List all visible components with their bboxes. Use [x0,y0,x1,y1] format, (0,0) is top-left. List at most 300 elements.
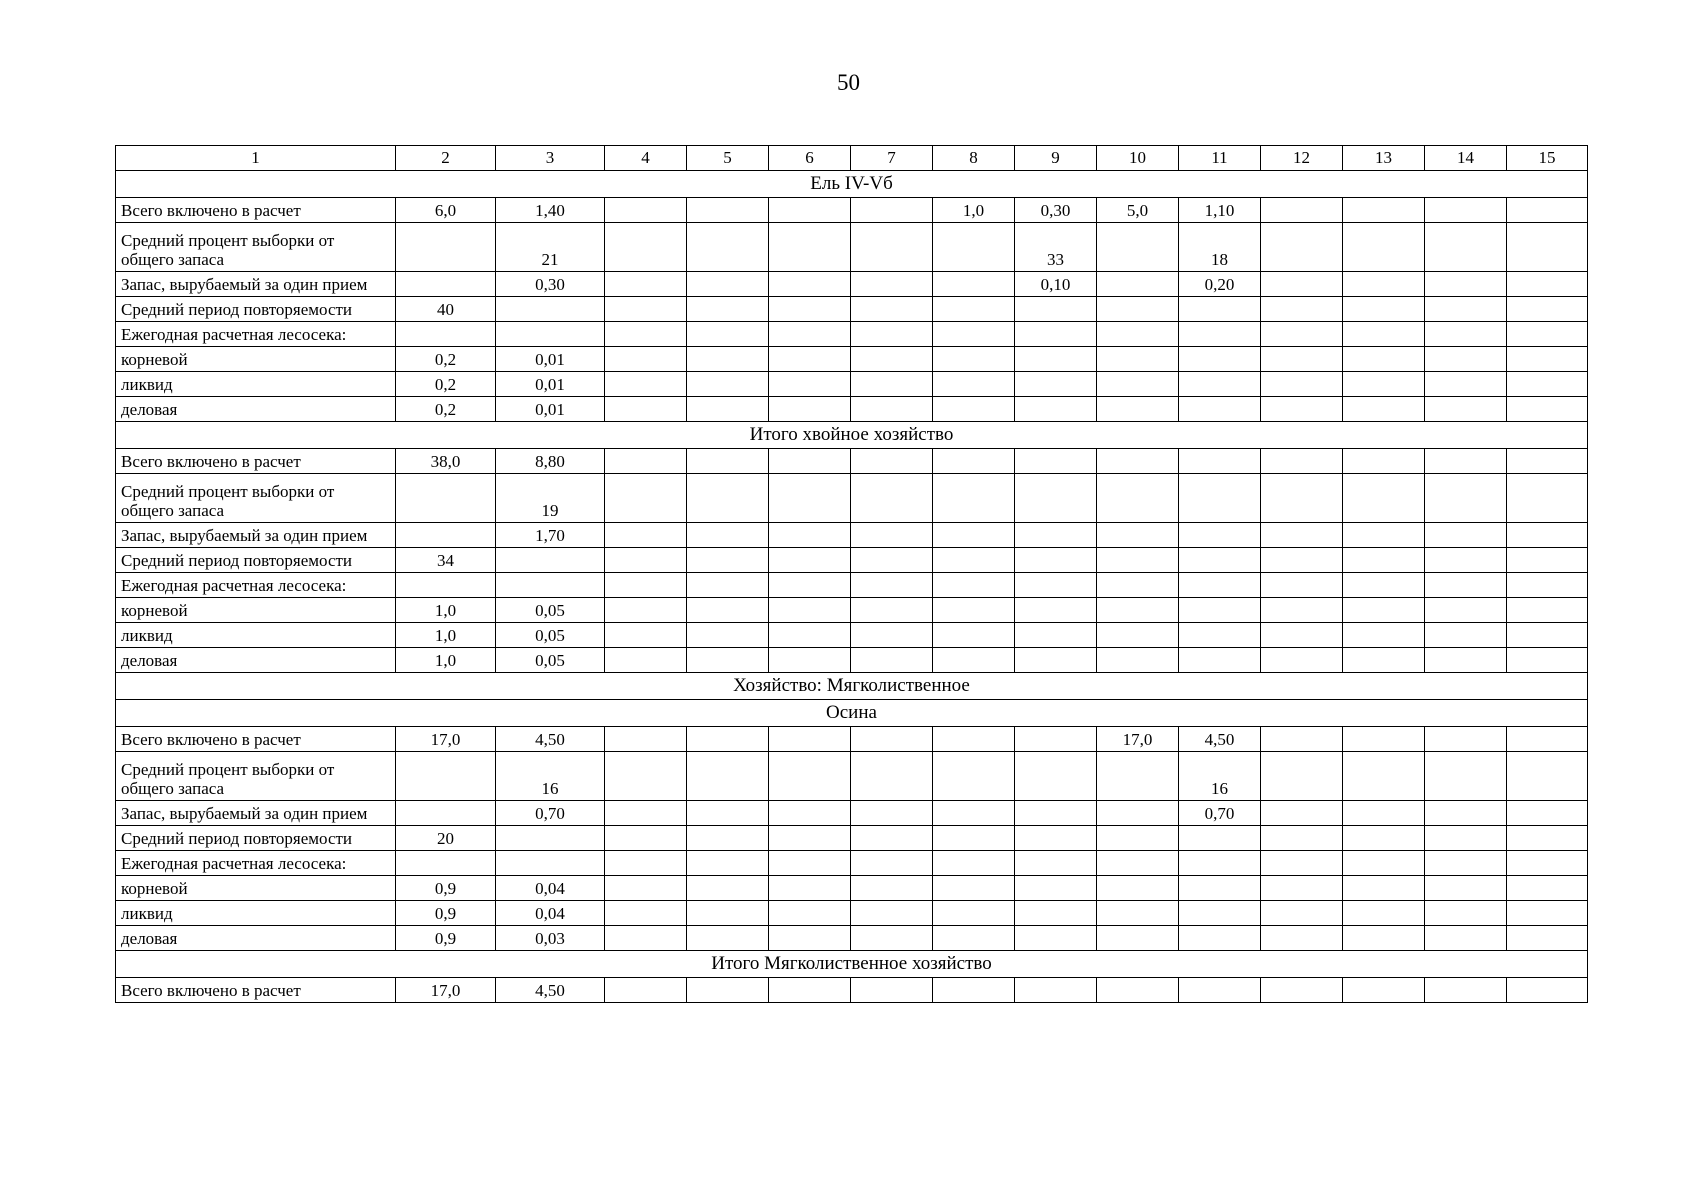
table-cell-col-5 [687,926,769,951]
table-cell-col-14 [1425,926,1507,951]
table-cell-col-3: 0,01 [496,397,605,422]
table-cell-col-6 [769,449,851,474]
table-cell-col-4 [605,752,687,801]
table-cell-col-9 [1015,523,1097,548]
table-cell-col-10 [1097,322,1179,347]
table-cell-col-4 [605,523,687,548]
table-cell-col-8 [933,851,1015,876]
table-cell-col-10 [1097,272,1179,297]
column-number-6: 6 [769,146,851,171]
table-cell-col-14 [1425,223,1507,272]
table-cell-col-7 [851,449,933,474]
table-cell-col-9 [1015,826,1097,851]
table-cell-col-12 [1261,347,1343,372]
row-label: Средний период повторяемости [116,297,396,322]
column-number-8: 8 [933,146,1015,171]
table-cell-col-10 [1097,397,1179,422]
table-cell-col-12 [1261,826,1343,851]
table-cell-col-5 [687,978,769,1003]
table-cell-col-8 [933,474,1015,523]
table-row [116,223,1588,272]
table-cell-col-3: 4,50 [496,978,605,1003]
table-cell-col-8: 1,0 [933,198,1015,223]
table-cell-col-10 [1097,573,1179,598]
table-cell-col-5 [687,347,769,372]
table-row [116,397,1588,422]
table-cell-col-13 [1343,901,1425,926]
table-cell-col-6 [769,474,851,523]
table-cell-col-15 [1507,322,1588,347]
section-header-row [116,700,1588,727]
column-number-15: 15 [1507,146,1588,171]
table-cell-col-3: 0,01 [496,347,605,372]
table-cell-col-9 [1015,727,1097,752]
table-cell-col-3: 0,05 [496,648,605,673]
table-cell-col-10 [1097,598,1179,623]
section-header-row [116,673,1588,700]
row-label: Средний процент выборки от общего запаса [116,474,396,523]
table-row [116,573,1588,598]
table-cell-col-2: 0,2 [396,347,496,372]
table-cell-col-8 [933,573,1015,598]
table-cell-col-6 [769,397,851,422]
table-cell-col-10 [1097,347,1179,372]
table-cell-col-5 [687,648,769,673]
table-cell-col-14 [1425,548,1507,573]
table-cell-col-12 [1261,801,1343,826]
table-cell-col-11 [1179,851,1261,876]
table-cell-col-7 [851,752,933,801]
table-cell-col-14 [1425,474,1507,523]
table-cell-col-6 [769,727,851,752]
row-label: Запас, вырубаемый за один прием [116,272,396,297]
table-cell-col-3: 16 [496,752,605,801]
table-cell-col-6 [769,851,851,876]
table-cell-col-4 [605,573,687,598]
table-cell-col-10 [1097,297,1179,322]
table-cell-col-13 [1343,347,1425,372]
table-cell-col-8 [933,548,1015,573]
row-label: корневой [116,598,396,623]
table-cell-col-10 [1097,752,1179,801]
table-cell-col-10 [1097,372,1179,397]
table-cell-col-4 [605,648,687,673]
table-cell-col-12 [1261,449,1343,474]
table-cell-col-14 [1425,851,1507,876]
row-label: ликвид [116,901,396,926]
table-cell-col-10 [1097,926,1179,951]
table-row [116,648,1588,673]
table-cell-col-2 [396,573,496,598]
table-cell-col-3: 21 [496,223,605,272]
row-label: Ежегодная расчетная лесосека: [116,322,396,347]
table-cell-col-9 [1015,397,1097,422]
table-cell-col-3 [496,851,605,876]
table-cell-col-11 [1179,548,1261,573]
table-cell-col-9 [1015,548,1097,573]
column-number-4: 4 [605,146,687,171]
table-cell-col-14 [1425,573,1507,598]
table-cell-col-11 [1179,826,1261,851]
section-title: Хозяйство: Мягколиственное [116,673,1588,700]
row-label: Средний процент выборки от общего запаса [116,752,396,801]
table-cell-col-5 [687,876,769,901]
row-label: Всего включено в расчет [116,727,396,752]
table-cell-col-3 [496,826,605,851]
table-cell-col-11: 0,20 [1179,272,1261,297]
table-cell-col-5 [687,752,769,801]
row-label: деловая [116,397,396,422]
table-cell-col-11: 18 [1179,223,1261,272]
table-cell-col-8 [933,801,1015,826]
table-cell-col-2: 0,2 [396,397,496,422]
table-cell-col-12 [1261,223,1343,272]
table-cell-col-14 [1425,272,1507,297]
row-label: Ежегодная расчетная лесосека: [116,573,396,598]
table-cell-col-14 [1425,826,1507,851]
table-row [116,474,1588,523]
row-label: ликвид [116,372,396,397]
table-cell-col-3: 0,03 [496,926,605,951]
column-number-1: 1 [116,146,396,171]
column-number-row [116,146,1588,171]
table-cell-col-11: 0,70 [1179,801,1261,826]
table-cell-col-6 [769,198,851,223]
table-cell-col-7 [851,474,933,523]
table-cell-col-5 [687,851,769,876]
table-cell-col-11: 1,10 [1179,198,1261,223]
table-cell-col-12 [1261,727,1343,752]
table-cell-col-15 [1507,548,1588,573]
table-cell-col-4 [605,901,687,926]
table-cell-col-9 [1015,926,1097,951]
table-cell-col-6 [769,223,851,272]
table-cell-col-10 [1097,474,1179,523]
table-cell-col-13 [1343,449,1425,474]
table-cell-col-3: 0,01 [496,372,605,397]
table-cell-col-2 [396,272,496,297]
table-cell-col-8 [933,826,1015,851]
table-cell-col-3: 8,80 [496,449,605,474]
table-cell-col-13 [1343,851,1425,876]
table-cell-col-13 [1343,978,1425,1003]
table-cell-col-5 [687,198,769,223]
table-cell-col-3: 0,70 [496,801,605,826]
table-cell-col-15 [1507,198,1588,223]
table-cell-col-9: 33 [1015,223,1097,272]
table-row [116,826,1588,851]
table-cell-col-13 [1343,372,1425,397]
table-cell-col-8 [933,223,1015,272]
table-cell-col-9 [1015,372,1097,397]
table-cell-col-5 [687,474,769,523]
table-cell-col-9: 0,10 [1015,272,1097,297]
table-cell-col-11 [1179,876,1261,901]
table-row [116,297,1588,322]
table-cell-col-6 [769,826,851,851]
table-cell-col-5 [687,449,769,474]
table-cell-col-13 [1343,801,1425,826]
table-cell-col-3 [496,322,605,347]
table-row [116,623,1588,648]
row-label: ликвид [116,623,396,648]
table-cell-col-11: 4,50 [1179,727,1261,752]
row-label: Средний период повторяемости [116,826,396,851]
table-cell-col-11 [1179,978,1261,1003]
table-cell-col-10 [1097,826,1179,851]
table-cell-col-8 [933,347,1015,372]
row-label: Средний процент выборки от общего запаса [116,223,396,272]
table-cell-col-5 [687,272,769,297]
table-cell-col-7 [851,272,933,297]
table-cell-col-4 [605,826,687,851]
table-cell-col-7 [851,523,933,548]
table-cell-col-4 [605,548,687,573]
table-cell-col-14 [1425,801,1507,826]
row-label: Всего включено в расчет [116,978,396,1003]
table-cell-col-6 [769,372,851,397]
table-cell-col-12 [1261,322,1343,347]
row-label: Ежегодная расчетная лесосека: [116,851,396,876]
table-cell-col-11 [1179,449,1261,474]
table-cell-col-10 [1097,449,1179,474]
table-cell-col-9 [1015,297,1097,322]
table-cell-col-4 [605,397,687,422]
table-cell-col-13 [1343,623,1425,648]
table-cell-col-4 [605,272,687,297]
table-cell-col-10 [1097,801,1179,826]
table-cell-col-12 [1261,978,1343,1003]
table-cell-col-9 [1015,474,1097,523]
table-body [116,146,1588,1003]
table-cell-col-9 [1015,876,1097,901]
table-cell-col-12 [1261,648,1343,673]
table-cell-col-9 [1015,801,1097,826]
table-row [116,801,1588,826]
table-cell-col-14 [1425,523,1507,548]
table-cell-col-11 [1179,598,1261,623]
table-row [116,598,1588,623]
table-cell-col-5 [687,598,769,623]
table-cell-col-13 [1343,198,1425,223]
table-cell-col-3: 0,04 [496,876,605,901]
table-cell-col-12 [1261,297,1343,322]
table-cell-col-8 [933,372,1015,397]
table-cell-col-4 [605,449,687,474]
table-cell-col-12 [1261,198,1343,223]
table-cell-col-12 [1261,372,1343,397]
table-cell-col-9 [1015,623,1097,648]
table-cell-col-2: 0,9 [396,901,496,926]
table-cell-col-4 [605,727,687,752]
table-row [116,901,1588,926]
table-cell-col-12 [1261,548,1343,573]
column-number-5: 5 [687,146,769,171]
table-cell-col-4 [605,297,687,322]
table-cell-col-14 [1425,347,1507,372]
table-row [116,926,1588,951]
table-cell-col-2: 0,9 [396,926,496,951]
table-cell-col-11 [1179,623,1261,648]
table-cell-col-2 [396,523,496,548]
table-cell-col-13 [1343,223,1425,272]
table-cell-col-11 [1179,573,1261,598]
table-cell-col-12 [1261,901,1343,926]
table-cell-col-7 [851,801,933,826]
table-cell-col-14 [1425,876,1507,901]
table-cell-col-4 [605,372,687,397]
table-cell-col-12 [1261,523,1343,548]
table-cell-col-7 [851,623,933,648]
table-cell-col-10 [1097,223,1179,272]
table-cell-col-13 [1343,523,1425,548]
table-row [116,347,1588,372]
table-cell-col-4 [605,322,687,347]
table-cell-col-6 [769,876,851,901]
table-cell-col-14 [1425,322,1507,347]
table-cell-col-2: 20 [396,826,496,851]
table-cell-col-14 [1425,198,1507,223]
table-cell-col-15 [1507,826,1588,851]
table-cell-col-4 [605,801,687,826]
table-cell-col-2: 1,0 [396,623,496,648]
table-cell-col-9 [1015,851,1097,876]
table-cell-col-12 [1261,272,1343,297]
table-cell-col-14 [1425,978,1507,1003]
table-cell-col-13 [1343,926,1425,951]
table-cell-col-15 [1507,598,1588,623]
table-cell-col-15 [1507,727,1588,752]
table-cell-col-12 [1261,926,1343,951]
table-cell-col-10 [1097,978,1179,1003]
table-cell-col-3: 1,40 [496,198,605,223]
table-cell-col-8 [933,598,1015,623]
table-cell-col-2 [396,474,496,523]
table-cell-col-12 [1261,598,1343,623]
table-cell-col-10 [1097,548,1179,573]
table-cell-col-9 [1015,978,1097,1003]
table-cell-col-3 [496,548,605,573]
section-title: Итого Мягколиственное хозяйство [116,951,1588,978]
table-cell-col-13 [1343,272,1425,297]
table-cell-col-8 [933,397,1015,422]
table-row [116,548,1588,573]
section-header-row [116,171,1588,198]
table-cell-col-2: 34 [396,548,496,573]
table-row [116,523,1588,548]
table-cell-col-7 [851,372,933,397]
table-cell-col-6 [769,573,851,598]
table-cell-col-5 [687,297,769,322]
table-cell-col-15 [1507,573,1588,598]
table-cell-col-4 [605,223,687,272]
table-cell-col-7 [851,397,933,422]
table-cell-col-3: 0,30 [496,272,605,297]
table-cell-col-2 [396,851,496,876]
table-cell-col-9 [1015,449,1097,474]
table-cell-col-15 [1507,272,1588,297]
table-cell-col-10: 17,0 [1097,727,1179,752]
table-cell-col-13 [1343,826,1425,851]
table-cell-col-5 [687,372,769,397]
table-cell-col-15 [1507,223,1588,272]
table-row [116,752,1588,801]
table-cell-col-10 [1097,648,1179,673]
table-cell-col-10 [1097,523,1179,548]
table-row [116,272,1588,297]
column-number-11: 11 [1179,146,1261,171]
table-cell-col-14 [1425,297,1507,322]
table-cell-col-14 [1425,727,1507,752]
table-cell-col-15 [1507,623,1588,648]
table-cell-col-12 [1261,876,1343,901]
table-cell-col-6 [769,322,851,347]
table-cell-col-2 [396,223,496,272]
table-cell-col-3: 4,50 [496,727,605,752]
column-number-7: 7 [851,146,933,171]
table-cell-col-5 [687,826,769,851]
table-cell-col-2 [396,322,496,347]
column-number-2: 2 [396,146,496,171]
table-cell-col-2: 17,0 [396,727,496,752]
table-row [116,372,1588,397]
table-cell-col-8 [933,523,1015,548]
table-cell-col-6 [769,926,851,951]
table-cell-col-2: 17,0 [396,978,496,1003]
table-cell-col-5 [687,322,769,347]
table-cell-col-13 [1343,474,1425,523]
table-cell-col-4 [605,598,687,623]
table-cell-col-15 [1507,372,1588,397]
table-cell-col-15 [1507,876,1588,901]
table-cell-col-2 [396,752,496,801]
table-cell-col-8 [933,901,1015,926]
row-label: деловая [116,926,396,951]
table-cell-col-6 [769,598,851,623]
section-title: Ель IV-Vб [116,171,1588,198]
table-cell-col-8 [933,297,1015,322]
table-cell-col-2: 38,0 [396,449,496,474]
table-cell-col-9: 0,30 [1015,198,1097,223]
table-cell-col-7 [851,573,933,598]
table-cell-col-15 [1507,297,1588,322]
table-cell-col-2: 0,9 [396,876,496,901]
table-cell-col-10 [1097,876,1179,901]
table-cell-col-3: 0,05 [496,623,605,648]
table-cell-col-13 [1343,397,1425,422]
table-cell-col-10 [1097,623,1179,648]
table-cell-col-10: 5,0 [1097,198,1179,223]
table-cell-col-10 [1097,901,1179,926]
table-cell-col-6 [769,297,851,322]
table-cell-col-14 [1425,752,1507,801]
table-cell-col-13 [1343,727,1425,752]
table-row [116,322,1588,347]
table-cell-col-8 [933,272,1015,297]
table-cell-col-13 [1343,876,1425,901]
table-cell-col-14 [1425,648,1507,673]
table-cell-col-5 [687,223,769,272]
table-cell-col-11 [1179,523,1261,548]
table-cell-col-11: 16 [1179,752,1261,801]
table-cell-col-7 [851,851,933,876]
table-cell-col-3: 1,70 [496,523,605,548]
table-cell-col-12 [1261,851,1343,876]
column-number-3: 3 [496,146,605,171]
table-cell-col-15 [1507,752,1588,801]
table-cell-col-7 [851,548,933,573]
table-cell-col-9 [1015,901,1097,926]
